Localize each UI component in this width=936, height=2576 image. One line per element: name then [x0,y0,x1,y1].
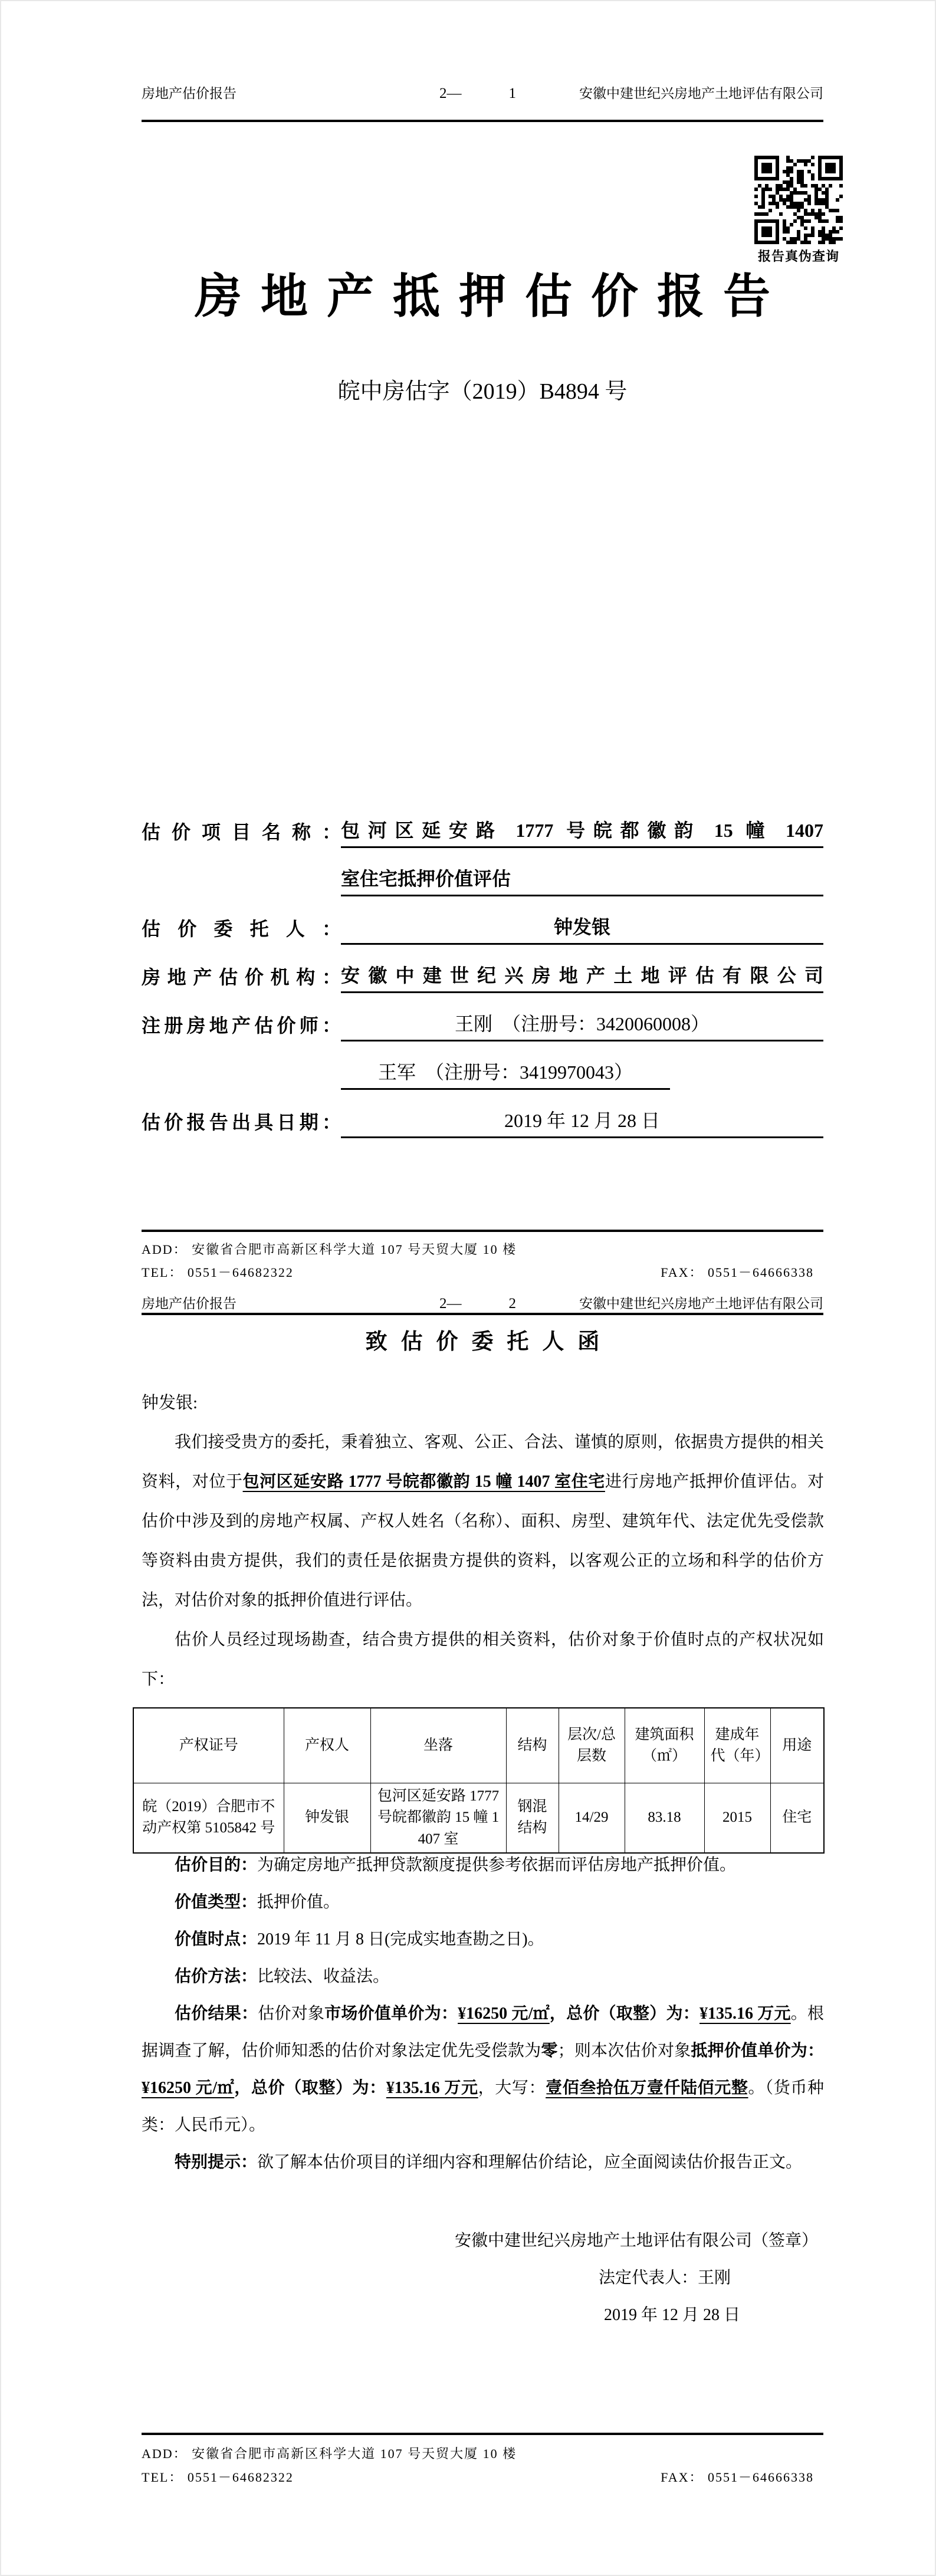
property-rights-table [133,1707,825,1854]
header-pages-prefix: 2— [439,86,462,101]
cell-structure: 钢混结构 [506,1783,559,1853]
field-project-name-row2 [142,848,823,896]
field-project-value-line2: 室住宅抵押价值评估 [341,868,823,896]
letter-body-lower [142,1846,824,2181]
header-page-no: 2 [508,1296,516,1312]
cell-year-built: 2015 [704,1783,770,1853]
mortgage-total-price-value: ¥135.16 万元 [386,2079,478,2097]
cell-floor: 14/29 [559,1783,625,1853]
field-client-label: 估价委托人： [142,918,341,940]
table-row [133,1783,824,1853]
page1-footer-address: ADD： 安徽省合肥市高新区科学大道 107 号天贸大厦 10 楼 [142,1242,517,1257]
cell-location: 包河区延安路 1777 号皖都徽韵 15 幢 1407 室 [370,1783,506,1853]
header-page-no: 1 [508,86,516,101]
letter-title: 致估价委托人函 [365,1330,613,1354]
item-result: 估价结果：估价对象市场价值单价为：¥16250 元/㎡，总价（取整）为：¥135.16 万元。根据调查了解，估价师知悉的估价对象法定优先受偿款为零；则本次估价对象抵押价值单价为：¥16250 元/㎡，总价（取整）为：¥135.16 万元，大写：壹佰叁拾伍万壹仟陆佰元整。（货币种类：人民币元）。 [142,2005,824,2134]
page2-header-rule [142,1313,823,1315]
field-project-name-row [142,800,823,848]
item-method: 估价方法：比较法、收益法。 [175,1967,390,1986]
footer-tel: TEL： 0551－64682322 [142,1265,294,1280]
field-valuer-label: 注册房地产估价师： [142,1015,341,1037]
header-page-number [439,85,516,103]
field-agency-row [142,945,823,993]
unit-price-value: ¥16250 元/㎡ [458,2005,550,2023]
report-main-title: 房地产抵押估价报告 [195,271,789,323]
col-year-built: 建成年代（年） [704,1708,770,1783]
col-floor: 层次/总层数 [559,1708,625,1783]
col-structure: 结构 [506,1708,559,1783]
field-client-row [142,896,823,945]
footer-fax: FAX： 0551－64666338 [661,2470,814,2485]
letter-paragraph-1: 我们接受贵方的委托，秉着独立、客观、公正、合法、谨慎的原则，依据贵方提供的相关资料，对位于包河区延安路 1777 号皖都徽韵 15 幢 1407 室住宅进行房地产抵押价值评估。对估价中涉及到的房地产权属、产权人姓名（名称）、面积、房型、建筑年代、法定优先受偿款等资料由贵方提供，我们的责任是依据贵方提供的资料，以客观公正的立场和科学的估价方法，对估价对象的抵押价值进行评估。 [142,1433,824,1609]
col-area: 建筑面积（㎡） [625,1708,704,1783]
field-client-value: 钟发银 [341,916,823,945]
field-valuer2-row [142,1041,823,1090]
page1-footer-contacts [142,1264,823,1282]
header-company-name: 安徽中建世纪兴房地产土地评估有限公司 [579,1296,823,1311]
field-valuer1-row [142,993,823,1041]
header-page-number [439,1295,516,1313]
page2-footer-address: ADD： 安徽省合肥市高新区科学大道 107 号天贸大厦 10 楼 [142,2446,517,2461]
col-location: 坐落 [370,1708,506,1783]
field-agency-value: 安徽中建世纪兴房地产土地评估有限公司 [341,964,823,993]
field-valuer1-value: 王刚 （注册号：3420060008） [341,1013,823,1041]
letter-salutation: 钟发银: [142,1394,198,1412]
field-date-label: 估价报告出具日期： [142,1112,341,1133]
item-value-date: 价值时点：2019 年 11 月 8 日(完成实地查勘之日)。 [175,1930,544,1949]
field-project-label: 估价项目名称： [142,822,341,843]
total-price-value: ¥135.16 万元 [699,2005,791,2023]
page2-footer-contacts [142,2469,823,2486]
cell-owner: 钟发银 [284,1783,370,1853]
footer-tel: TEL： 0551－64682322 [142,2470,294,2485]
col-usage: 用途 [770,1708,824,1783]
property-rights-table-wrap [133,1707,825,1854]
field-project-value-line1: 包河区延安路 1777 号皖都徽韵 15 幢 1407 [341,819,823,848]
header-rule [142,120,823,122]
item-purpose: 估价目的：为确定房地产抵押贷款额度提供参考依据而评估房地产抵押价值。 [175,1856,737,1874]
qr-verification-block [750,156,847,265]
col-certificate-no: 产权证号 [133,1708,284,1783]
signature-legal-rep: 法定代表人：王刚 [598,2269,731,2287]
mortgage-unit-price-value: ¥16250 元/㎡ [142,2079,235,2097]
header-company-name: 安徽中建世纪兴房地产土地评估有限公司 [579,86,823,101]
cover-fields [142,800,823,1138]
field-agency-label: 房地产估价机构： [142,967,341,988]
signature-block [142,2222,824,2334]
header-doc-title: 房地产估价报告 [142,1296,237,1311]
cell-certificate-no: 皖（2019）合肥市不动产权第 5105842 号 [133,1783,284,1853]
qr-caption: 报告真伪查询 [757,249,839,264]
header-doc-title: 房地产估价报告 [142,86,237,101]
cell-area: 83.18 [625,1783,704,1853]
field-valuer2-value: 王军 （注册号：3419970043） [341,1061,670,1090]
signature-date: 2019 年 12 月 28 日 [603,2306,740,2324]
footer-fax: FAX： 0551－64666338 [661,1265,814,1280]
item-value-type: 价值类型：抵押价值。 [175,1893,340,1911]
amount-in-words: 壹佰叁拾伍万壹仟陆佰元整 [546,2079,748,2097]
report-doc-number: 皖中房估字（2019）B4894 号 [337,379,628,404]
field-date-value: 2019 年 12 月 28 日 [341,1109,823,1138]
col-owner: 产权人 [284,1708,370,1783]
letter-paragraph-2: 估价人员经过现场勘查，结合贵方提供的相关资料，估价对象于价值时点的产权状况如下： [142,1631,824,1688]
page2-footer-rule [142,2433,823,2435]
field-date-row [142,1090,823,1138]
letter-body-upper [142,1422,824,1699]
signature-company: 安徽中建世纪兴房地产土地评估有限公司（签章） [454,2232,818,2250]
table-header-row [133,1708,824,1783]
header-pages-prefix: 2— [439,1296,462,1312]
appraised-property: 包河区延安路 1777 号皖都徽韵 15 幢 1407 室住宅 [242,1473,605,1491]
page1-footer-rule [142,1230,823,1232]
cell-usage: 住宅 [770,1783,824,1853]
item-special-notice: 特别提示：欲了解本估价项目的详细内容和理解估价结论，应全面阅读估价报告正文。 [175,2153,803,2171]
qr-code [754,156,843,244]
